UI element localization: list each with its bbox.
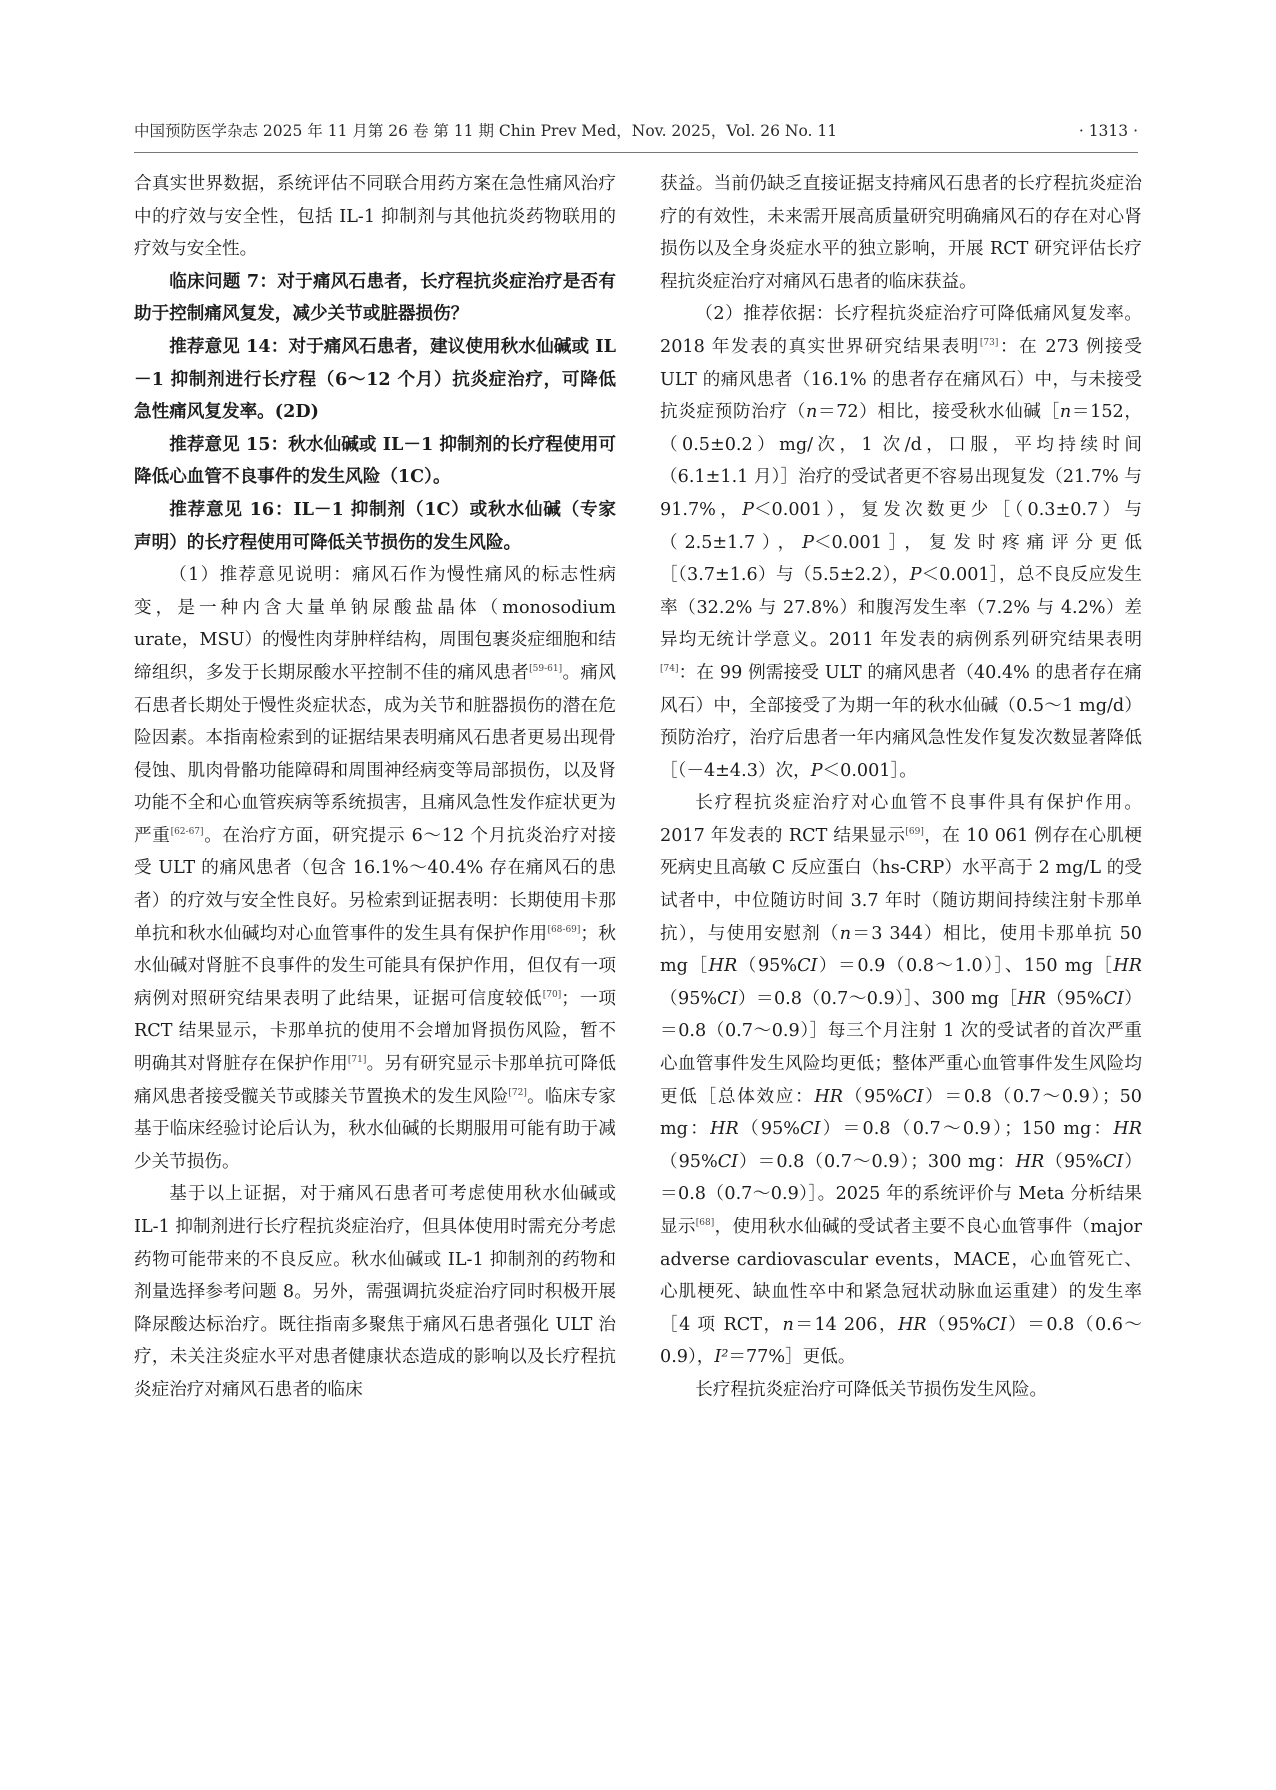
journal-citation: 中国预防医学杂志 2025 年 11 月第 26 卷 第 11 期 Chin Prev Med，Nov. 2025，Vol. 26 No. 11 xyxy=(134,122,838,140)
recommendation-16: 推荐意见 16：IL－1 抑制剂（1C）或秋水仙碱（专家声明）的长疗程使用可降低关节损伤的发生风险。 xyxy=(134,498,616,553)
recommendation-15: 推荐意见 15：秋水仙碱或 IL－1 抑制剂的长疗程使用可降低心血管不良事件的发生风险（1C）。 xyxy=(134,433,616,488)
citation: [59-61] xyxy=(529,664,563,675)
citation: [74] xyxy=(660,664,679,675)
paragraph-intro: 合真实世界数据，系统评估不同联合用药方案在急性痛风治疗中的疗效与安全性，包括 IL-1 抑制剂与其他抗炎药物联用的疗效与安全性。 xyxy=(134,174,616,260)
citation: [62-67] xyxy=(170,827,204,838)
citation: [69] xyxy=(905,827,924,838)
paragraph-cardiovascular: 长疗程抗炎症治疗对心血管不良事件具有保护作用。2017 年发表的 RCT 结果显示[69]，在 10 061 例存在心肌梗死病史且高敏 C 反应蛋白（hs-CRP）水平高于 2 mg/L 的受试者中，中位随访时间 3.7 年时（随访期间持续注射卡那单抗），与使用安慰剂（n＝3 344）相比，使用卡那单抗 50 mg［HR（95%CI）＝0.9（0.8～1.0）］、150 mg［HR（95%CI）＝0.8（0.7～0.9）］、300 mg［HR（95%CI）＝0.8（0.7～0.9）］每三个月注射 1 次的受试者的首次严重心血管事件发生风险均更低；整体严重心血管事件发生风险均更低［总体效应：HR（95%CI）＝0.8（0.7～0.9）；50 mg：HR（95%CI）＝0.8（0.7～0.9）；150 mg：HR（95%CI）＝0.8（0.7～0.9）；300 mg：HR（95%CI）＝0.8（0.7～0.9）］。2025 年的系统评价与 Meta 分析结果显示[68]，使用秋水仙碱的受试者主要不良心血管事件（major adverse cardiovascular events，MACE，心血管死亡、心肌梗死、缺血性卒中和紧急冠状动脉血运重建）的发生率［4 项 RCT，n＝14 206，HR（95%CI）＝0.8（0.6～0.9），I²＝77%］更低。 xyxy=(660,793,1143,1368)
header-rule xyxy=(134,152,1138,153)
paragraph-continuation: 获益。当前仍缺乏直接证据支持痛风石患者的长疗程抗炎症治疗的有效性，未来需开展高质量研究明确痛风石的存在对心肾损伤以及全身炎症水平的独立影响，开展 RCT 研究评估长疗程抗炎症治疗对痛风石患者的临床获益。 xyxy=(660,174,1142,292)
clinical-question-7: 临床问题 7：对于痛风石患者，长疗程抗炎症治疗是否有助于控制痛风复发，减少关节或脏器损伤？ xyxy=(134,270,616,325)
right-column xyxy=(660,168,1142,1407)
left-column xyxy=(134,168,616,1407)
page-number: · 1313 · xyxy=(1078,122,1138,140)
running-head xyxy=(134,118,1138,144)
citation: [68] xyxy=(695,1218,715,1229)
citation: [72] xyxy=(508,1087,527,1098)
citation: [68-69] xyxy=(547,924,581,935)
recommendation-14: 推荐意见 14：对于痛风石患者，建议使用秋水仙碱或 IL－1 抑制剂进行长疗程（6～12 个月）抗炎症治疗，可降低急性痛风复发率。(2D) xyxy=(134,335,616,423)
citation: [71] xyxy=(347,1055,367,1066)
citation: [73] xyxy=(979,338,999,349)
recommendation-explanation: （1）推荐意见说明：痛风石作为慢性痛风的标志性病变，是一种内含大量单钠尿酸盐晶体（monosodium urate，MSU）的慢性肉芽肿样结构，周围包裹炎症细胞和结缔组织，多发于长期尿酸水平控制不佳的痛风患者[59-61]。痛风石患者长期处于慢性炎症状态，成为关节和脏器损伤的潜在危险因素。本指南检索到的证据结果表明痛风石患者更易出现骨侵蚀、肌肉骨骼功能障碍和周围神经病变等局部损伤，以及肾功能不全和心血管疾病等系统损害，且痛风急性发作症状更为严重[62-67]。在治疗方面，研究提示 6～12 个月抗炎治疗对接受 ULT 的痛风患者（包含 16.1%～40.4% 存在痛风石的患者）的疗效与安全性良好。另检索到证据表明：长期使用卡那单抗和秋水仙碱均对心血管事件的发生具有保护作用[68-69]；秋水仙碱对肾脏不良事件的发生可能具有保护作用，但仅有一项病例对照研究结果表明了此结果，证据可信度较低[70]；一项 RCT 结果显示，卡那单抗的使用不会增加肾损伤风险，暂不明确其对肾脏存在保护作用[71]。另有研究显示卡那单抗可降低痛风患者接受髋关节或膝关节置换术的发生风险[72]。临床专家基于临床经验讨论后认为，秋水仙碱的长期服用可能有助于减少关节损伤。 xyxy=(134,565,616,1172)
recommendation-basis: （2）推荐依据：长疗程抗炎症治疗可降低痛风复发率。2018 年发表的真实世界研究结果表明[73]：在 273 例接受 ULT 的痛风患者（16.1% 的患者存在痛风石）中，与未接受抗炎症预防治疗（n＝72）相比，接受秋水仙碱［n＝152，（0.5±0.2）mg/次，1 次/d，口服，平均持续时间（6.1±1.1 月）］治疗的受试者更不容易出现复发（21.7% 与 91.7%，P＜0.001），复发次数更少［（0.3±0.7）与（2.5±1.7），P＜0.001］，复发时疼痛评分更低［（3.7±1.6）与（5.5±2.2），P＜0.001］，总不良反应发生率（32.2% 与 27.8%）和腹泻发生率（7.2% 与 4.2%）差异均无统计学意义。2011 年发表的病例系列研究结果表明[74]：在 99 例需接受 ULT 的痛风患者（40.4% 的患者存在痛风石）中，全部接受了为期一年的秋水仙碱（0.5～1 mg/d）预防治疗，治疗后患者一年内痛风急性发作复发次数显著降低［（－4±4.3）次，P＜0.001］。 xyxy=(660,304,1142,781)
citation: [70] xyxy=(542,989,562,1000)
paragraph-joint-damage: 长疗程抗炎症治疗可降低关节损伤发生风险。 xyxy=(695,1379,1048,1400)
paragraph-evidence-summary: 基于以上证据，对于痛风石患者可考虑使用秋水仙碱或 IL-1 抑制剂进行长疗程抗炎症治疗，但具体使用时需充分考虑药物可能带来的不良反应。秋水仙碱或 IL-1 抑制剂的药物和剂量选择参考问题 8。另外，需强调抗炎症治疗同时积极开展降尿酸达标治疗。既往指南多聚焦于痛风石患者强化 ULT 治疗，未关注炎症水平对患者健康状态造成的影响以及长疗程抗炎症治疗对痛风石患者的临床 xyxy=(134,1184,616,1400)
